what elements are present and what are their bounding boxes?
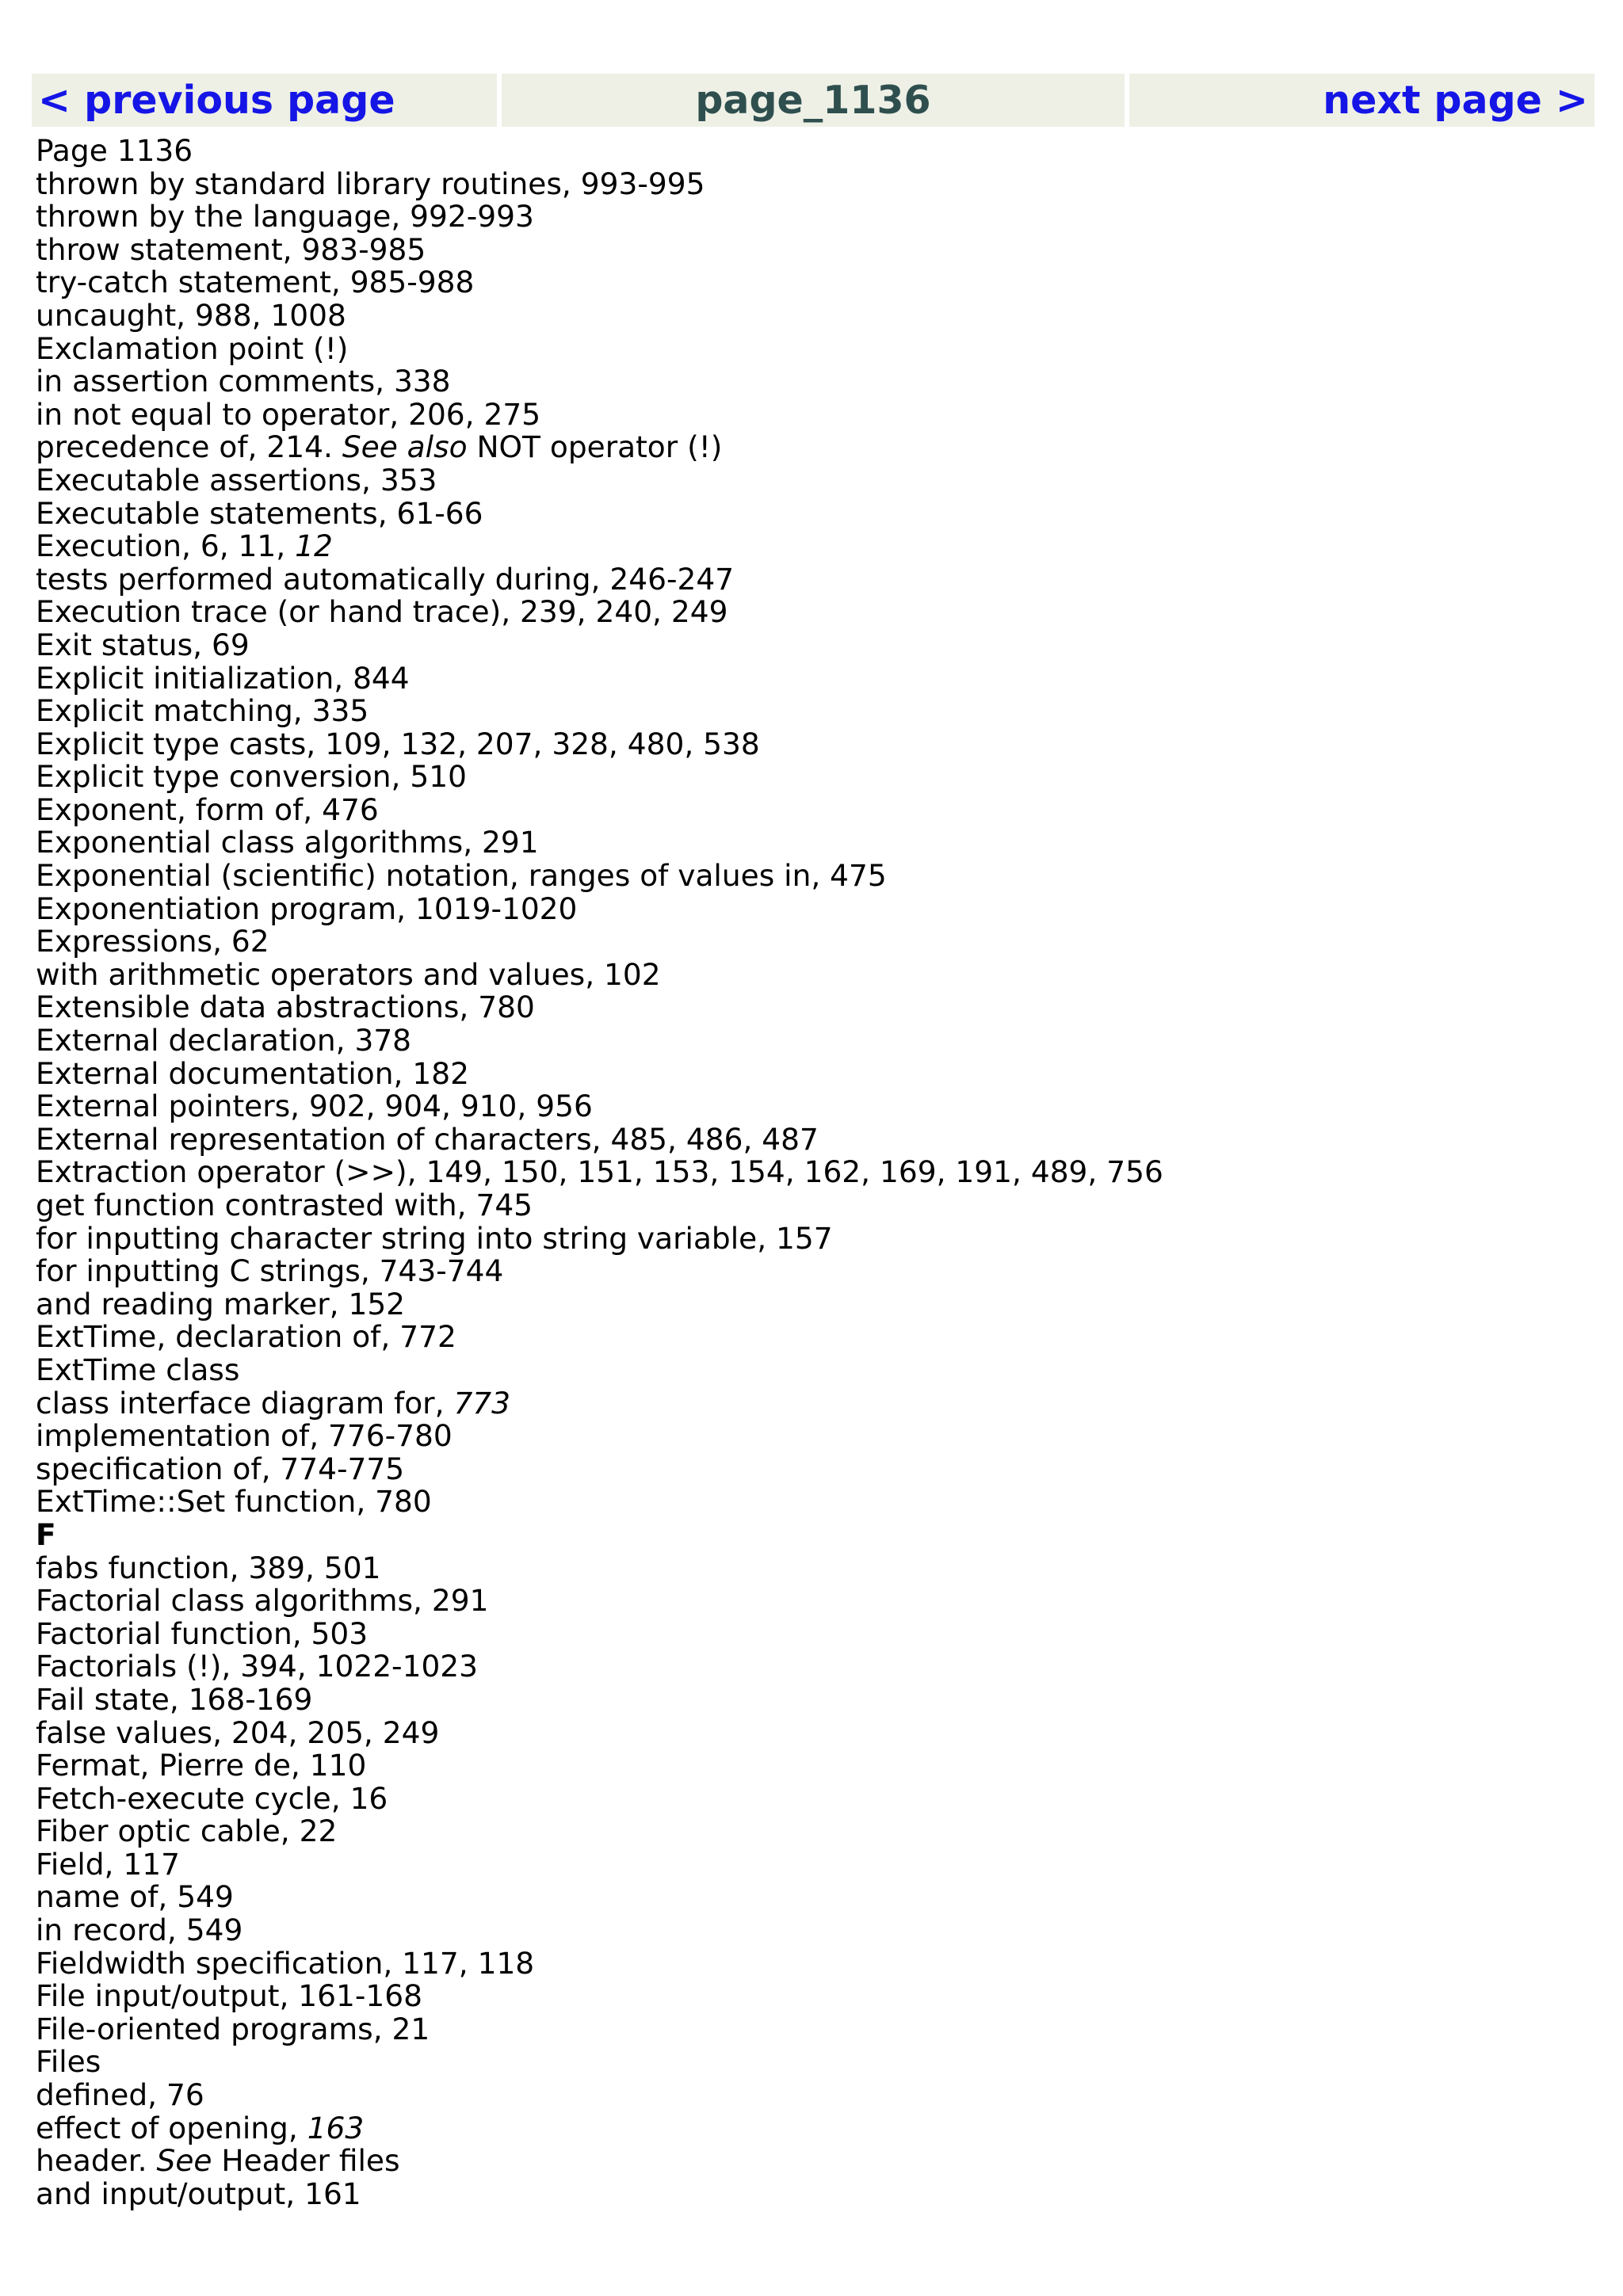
index-entry: for inputting character string into string variable, 157 xyxy=(36,1220,833,1256)
index-entry: ExtTime, declaration of, 772 xyxy=(36,1319,456,1355)
index-entry: Factorial function, 503 xyxy=(36,1615,369,1651)
index-entry: Extensible data abstractions, 780 xyxy=(36,990,535,1025)
index-entry: Explicit initialization, 844 xyxy=(36,660,410,696)
index-entry-pre: Execution, 6, 11, xyxy=(36,528,296,564)
index-entry: External documentation, 182 xyxy=(36,1055,469,1091)
index-entry: Exponentiation program, 1019-1020 xyxy=(36,891,578,926)
index-entry: Exclamation point (!) xyxy=(36,330,349,366)
index-entry: Fieldwidth specification, 117, 118 xyxy=(36,1945,535,1981)
index-entry: thrown by the language, 992-993 xyxy=(36,199,534,235)
index-entry: External pointers, 902, 904, 910, 956 xyxy=(36,1089,593,1124)
page-title: page_1136 xyxy=(502,74,1124,127)
index-entries xyxy=(36,168,1589,2211)
index-entry: implementation of, 776-780 xyxy=(36,1418,453,1454)
index-entry-post: Header files xyxy=(212,2143,400,2179)
index-entry: Exit status, 69 xyxy=(36,627,250,662)
index-entry: with arithmetic operators and values, 102 xyxy=(36,956,661,992)
index-content xyxy=(36,135,1589,2210)
index-entry: Exponent, form of, 476 xyxy=(36,791,379,827)
index-entry: Exponential class algorithms, 291 xyxy=(36,825,539,860)
index-entry-pre: precedence of, 214. xyxy=(36,429,342,465)
index-entry xyxy=(36,431,1589,464)
next-page-link[interactable]: next page > xyxy=(1129,74,1594,127)
index-entry: Fermat, Pierre de, 110 xyxy=(36,1748,367,1783)
index-entry: External declaration, 378 xyxy=(36,1023,412,1058)
previous-page-link[interactable]: < previous page xyxy=(32,74,497,127)
index-entry: name of, 549 xyxy=(36,1879,234,1915)
index-entry xyxy=(36,2145,1589,2178)
index-entry: Files xyxy=(36,2044,101,2080)
index-entry: tests performed automatically during, 246-247 xyxy=(36,561,735,597)
index-entry: Exponential (scientific) notation, ranges of values in, 475 xyxy=(36,858,887,894)
index-entry: Field, 117 xyxy=(36,1846,180,1882)
index-entry-italic: See also xyxy=(342,429,468,465)
index-entry: uncaught, 988, 1008 xyxy=(36,297,346,333)
index-entry: Factorials (!), 394, 1022-1023 xyxy=(36,1649,479,1684)
index-entry: ExtTime class xyxy=(36,1352,240,1387)
index-entry: Expressions, 62 xyxy=(36,924,269,959)
index-entry: thrown by standard library routines, 993-995 xyxy=(36,166,705,201)
index-entry-italic: 163 xyxy=(307,2110,365,2145)
index-entry-pre: header. xyxy=(36,2143,157,2179)
index-entry: try-catch statement, 985-988 xyxy=(36,265,475,300)
index-entry: Fetch-execute cycle, 16 xyxy=(36,1780,388,1816)
index-entry-italic: See xyxy=(156,2143,212,2179)
index-entry-pre: class interface diagram for, xyxy=(36,1385,454,1421)
index-entry xyxy=(36,1387,1589,1421)
index-entry: Execution trace (or hand trace), 239, 240, 249 xyxy=(36,594,728,630)
index-section-letter: F xyxy=(36,1516,56,1552)
index-entry-italic: 773 xyxy=(453,1385,511,1421)
index-entry: File-oriented programs, 21 xyxy=(36,2011,430,2046)
index-entry: false values, 204, 205, 249 xyxy=(36,1714,440,1750)
index-entry: Explicit type conversion, 510 xyxy=(36,759,467,795)
index-entry: Explicit matching, 335 xyxy=(36,693,369,729)
index-entry: and input/output, 161 xyxy=(36,2176,361,2211)
index-entry: specification of, 774-775 xyxy=(36,1451,405,1486)
index-entry-italic: 12 xyxy=(295,528,333,564)
index-entry: Extraction operator (>>), 149, 150, 151, 153, 154, 162, 169, 191, 489, 756 xyxy=(36,1154,1163,1190)
index-entry: get function contrasted with, 745 xyxy=(36,1188,533,1222)
index-entry: fabs function, 389, 501 xyxy=(36,1550,381,1585)
index-entry: External representation of characters, 485, 486, 487 xyxy=(36,1121,819,1157)
page-number-label: Page 1136 xyxy=(36,133,193,168)
index-entry: throw statement, 983-985 xyxy=(36,231,426,267)
index-entry: Fiber optic cable, 22 xyxy=(36,1814,338,1849)
index-entry: Fail state, 168-169 xyxy=(36,1681,313,1717)
index-entry-pre: effect of opening, xyxy=(36,2110,307,2145)
index-entry: in not equal to operator, 206, 275 xyxy=(36,396,541,432)
index-entry: for inputting C strings, 743-744 xyxy=(36,1253,504,1289)
index-entry: Factorial class algorithms, 291 xyxy=(36,1583,489,1619)
index-entry: Explicit type casts, 109, 132, 207, 328, 480, 538 xyxy=(36,726,760,761)
index-entry: Executable statements, 61-66 xyxy=(36,495,483,531)
index-entry: and reading marker, 152 xyxy=(36,1286,406,1322)
index-entry: File input/output, 161-168 xyxy=(36,1978,422,2014)
index-entry: in assertion comments, 338 xyxy=(36,364,451,399)
index-entry xyxy=(36,530,1589,563)
page-navigation-bar xyxy=(32,74,1594,127)
index-entry: Executable assertions, 353 xyxy=(36,462,437,498)
index-entry: in record, 549 xyxy=(36,1913,243,1948)
index-entry xyxy=(36,2112,1589,2145)
index-entry: defined, 76 xyxy=(36,2077,204,2113)
index-entry: ExtTime::Set function, 780 xyxy=(36,1484,432,1520)
index-entry-post: NOT operator (!) xyxy=(467,429,723,465)
